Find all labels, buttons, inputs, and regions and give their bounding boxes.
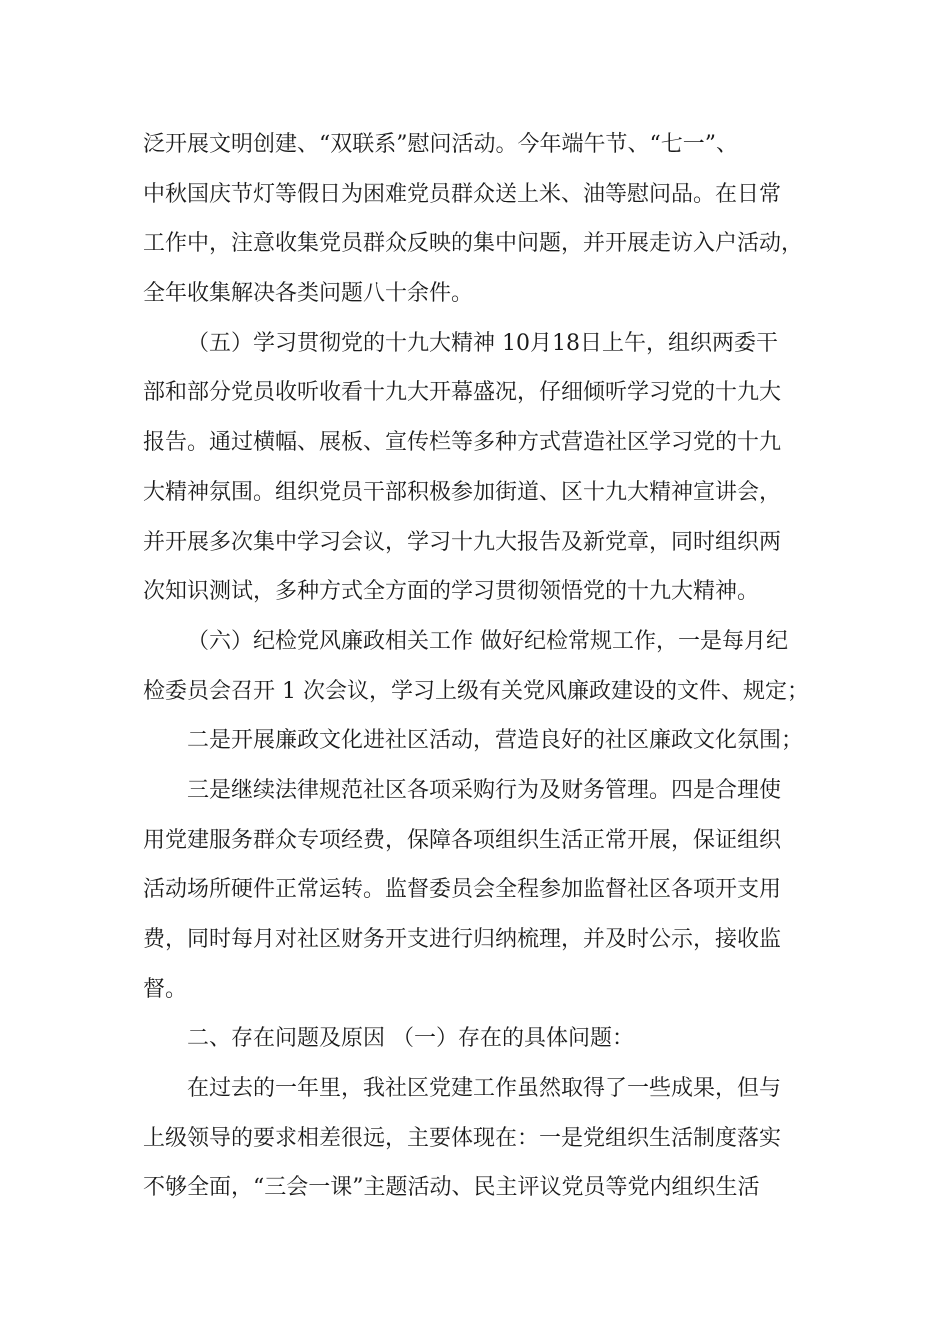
section-heading-line: 二、存在问题及原因 （一）存在的具体问题： — [187, 1026, 634, 1052]
text-line: 活动场所硬件正常运转。监督委员会全程参加监督社区各项开支用 — [143, 877, 782, 903]
section-heading-line: （六）纪检党风廉政相关工作 做好纪检常规工作，一是每月纪 — [187, 628, 788, 654]
text-line: 全年收集解决各类问题八十余件。 — [143, 281, 474, 307]
text-line: 泛开展文明创建、“双联系”慰问活动。今年端午节、“七一”、 — [143, 132, 738, 157]
text-line: 中秋国庆节灯等假日为困难党员群众送上米、油等慰问品。在日常 — [143, 181, 782, 207]
text-line: 二是开展廉政文化进社区活动，营造良好的社区廉政文化氛围； — [187, 728, 804, 754]
text-line: 大精神氛围。组织党员干部积极参加街道、区十九大精神宣讲会， — [143, 479, 782, 505]
text-line: 上级领导的要求相差很远，主要体现在：一是党组织生活制度落实 — [143, 1125, 782, 1151]
text-line: 检委员会召开 1 次会议，学习上级有关党风廉政建设的文件、规定； — [143, 678, 809, 704]
text-line: 报告。通过横幅、展板、宣传栏等多种方式营造社区学习党的十九 — [143, 430, 782, 456]
text-line: 次知识测试，多种方式全方面的学习贯彻领悟党的十九大精神。 — [143, 579, 760, 605]
text-line: 并开展多次集中学习会议，学习十九大报告及新党章，同时组织两 — [143, 529, 782, 555]
text-line: 不够全面，“三会一课”主题活动、民主评议党员等党内组织生活 — [143, 1175, 760, 1201]
text-line: 在过去的一年里，我社区党建工作虽然取得了一些成果，但与 — [187, 1076, 782, 1102]
section-heading-line: （五）学习贯彻党的十九大精神 10月18日上午，组织两委干 — [187, 330, 778, 356]
text-line: 工作中，注意收集党员群众反映的集中问题，并开展走访入户活动， — [143, 231, 804, 257]
text-line: 督。 — [143, 976, 188, 1002]
text-line: 费，同时每月对社区财务开支进行归纳梳理，并及时公示，接收监 — [143, 927, 782, 952]
text-line: 用党建服务群众专项经费，保障各项组织生活正常开展，保证组织 — [143, 827, 782, 853]
text-line: 部和部分党员收听收看十九大开幕盛况，仔细倾听学习党的十九大 — [143, 380, 782, 406]
text-line: 三是继续法律规范社区各项采购行为及财务管理。四是合理使 — [187, 777, 782, 803]
document-body — [143, 120, 823, 1213]
